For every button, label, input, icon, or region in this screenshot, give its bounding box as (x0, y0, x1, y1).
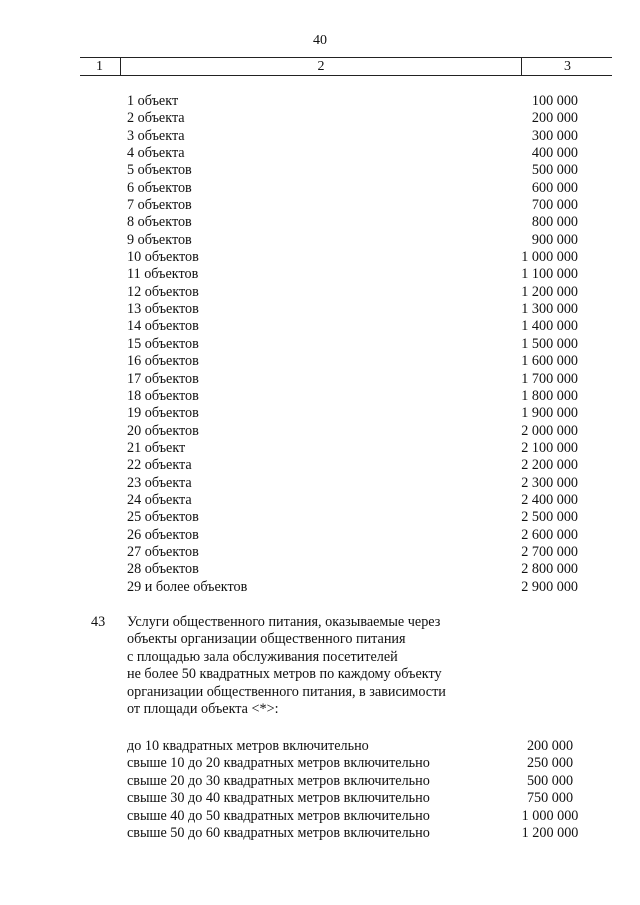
table-row (0, 353, 640, 370)
object-count-amount: 100 000 (531, 93, 578, 109)
table-row (0, 214, 640, 231)
column-header-3: 3 (521, 58, 613, 75)
object-count-amount: 1 600 000 (521, 353, 578, 370)
area-range-amount: 1 000 000 (521, 807, 579, 824)
table-row (0, 371, 640, 388)
object-count-amount: 400 000 (531, 145, 578, 162)
object-count-label: 22 объекта (127, 457, 192, 474)
table-row (0, 232, 640, 249)
object-count-label: 14 объектов (127, 318, 199, 335)
description-line: объекты организации общественного питания (127, 631, 406, 648)
object-count-label: 29 и более объектов (127, 578, 248, 595)
object-count-amount: 800 000 (531, 214, 578, 231)
object-count-amount: 1 000 000 (521, 249, 578, 266)
object-count-label: 5 объектов (127, 162, 192, 179)
object-count-label: 19 объектов (127, 405, 199, 422)
table-row (0, 336, 640, 353)
table-row (0, 249, 640, 266)
area-range-amount: 250 000 (526, 755, 574, 772)
object-count-amount: 2 100 000 (521, 439, 578, 456)
object-count-amount: 1 500 000 (521, 335, 578, 352)
area-range-label: свыше 30 до 40 квадратных метров включительно (127, 790, 430, 807)
area-range-amount: 1 200 000 (521, 824, 579, 841)
object-count-label: 26 объектов (127, 526, 199, 543)
object-count-label: 4 объекта (127, 145, 185, 162)
table-row (0, 197, 640, 214)
object-count-label: 17 объектов (127, 370, 199, 387)
object-count-amount: 2 700 000 (521, 543, 578, 560)
table-row (0, 808, 640, 825)
object-count-amount: 1 400 000 (521, 318, 578, 335)
description-line: с площадью зала обслуживания посетителей (127, 648, 398, 665)
area-range-amount: 200 000 (526, 738, 574, 754)
description-line: организации общественного питания, в зависимости (127, 683, 446, 700)
area-range-label: свыше 40 до 50 квадратных метров включительно (127, 807, 430, 824)
table-row (0, 825, 640, 842)
area-rate-list (0, 738, 640, 842)
object-count-amount: 900 000 (531, 231, 578, 248)
table-row (0, 440, 640, 457)
object-count-label: 25 объектов (127, 509, 199, 526)
object-count-label: 15 объектов (127, 335, 199, 352)
object-count-label: 20 объектов (127, 422, 199, 439)
object-count-label: 21 объект (127, 439, 186, 456)
table-row (0, 773, 640, 790)
object-count-amount: 2 600 000 (521, 526, 578, 543)
table-row (0, 128, 640, 145)
object-count-label: 16 объектов (127, 353, 199, 370)
object-count-label: 6 объектов (127, 179, 192, 196)
column-header-1: 1 (96, 59, 103, 74)
table-row (0, 579, 640, 596)
object-count-amount: 1 900 000 (521, 405, 578, 422)
object-count-label: 18 объектов (127, 387, 199, 404)
table-row (0, 93, 640, 110)
table-row (0, 790, 640, 807)
object-count-amount: 2 000 000 (521, 422, 578, 439)
table-row (0, 492, 640, 509)
page-number: 40 (313, 33, 327, 48)
table-row (0, 475, 640, 492)
table-row (0, 423, 640, 440)
object-count-amount: 700 000 (531, 197, 578, 214)
area-range-amount: 750 000 (526, 790, 574, 807)
object-count-label: 1 объект (127, 93, 179, 109)
table-row (0, 561, 640, 578)
object-count-label: 7 объектов (127, 197, 192, 214)
object-count-amount: 1 100 000 (521, 266, 578, 283)
object-count-amount: 1 800 000 (521, 387, 578, 404)
object-count-label: 27 объектов (127, 543, 199, 560)
object-count-label: 3 объекта (127, 127, 185, 144)
table-row (0, 301, 640, 318)
description-line: от площади объекта <*>: (127, 701, 279, 718)
object-count-amount: 2 500 000 (521, 509, 578, 526)
area-range-label: свыше 10 до 20 квадратных метров включительно (127, 755, 430, 772)
table-row (0, 755, 640, 772)
table-row (0, 145, 640, 162)
table-row (0, 405, 640, 422)
object-count-label: 28 объектов (127, 561, 199, 578)
description-line: Услуги общественного питания, оказываемые через (127, 614, 441, 630)
item-number: 43 (91, 614, 106, 630)
table-row (0, 318, 640, 335)
description-line: не более 50 квадратных метров по каждому объекту (127, 666, 442, 683)
table-row (0, 457, 640, 474)
area-range-label: до 10 квадратных метров включительно (127, 738, 369, 754)
table-row (0, 509, 640, 526)
column-header-2: 2 (120, 58, 521, 75)
item-description (127, 614, 487, 718)
object-count-label: 10 объектов (127, 249, 199, 266)
object-count-amount: 1 300 000 (521, 301, 578, 318)
object-count-label: 23 объекта (127, 474, 192, 491)
object-count-amount: 200 000 (531, 110, 578, 127)
object-count-amount: 1 200 000 (521, 283, 578, 300)
object-count-label: 9 объектов (127, 231, 192, 248)
object-count-label: 12 объектов (127, 283, 199, 300)
area-range-label: свыше 50 до 60 квадратных метров включительно (127, 824, 430, 841)
object-count-label: 8 объектов (127, 214, 192, 231)
table-row (0, 162, 640, 179)
object-count-label: 2 объекта (127, 110, 185, 127)
object-count-label: 13 объектов (127, 301, 199, 318)
table-row (0, 527, 640, 544)
table-row (0, 110, 640, 127)
object-count-amount: 2 300 000 (521, 474, 578, 491)
object-count-amount: 2 200 000 (521, 457, 578, 474)
object-count-amount: 2 400 000 (521, 491, 578, 508)
table-row (0, 266, 640, 283)
area-range-amount: 500 000 (526, 772, 574, 789)
table-row (0, 388, 640, 405)
object-count-label: 11 объектов (127, 266, 199, 283)
object-count-amount: 300 000 (531, 127, 578, 144)
table-row (0, 544, 640, 561)
object-count-amount: 2 800 000 (521, 561, 578, 578)
table-row (0, 284, 640, 301)
object-count-amount: 500 000 (531, 162, 578, 179)
object-count-amount: 1 700 000 (521, 370, 578, 387)
object-count-amount: 2 900 000 (521, 578, 578, 595)
objects-count-list (0, 93, 640, 596)
area-range-label: свыше 20 до 30 квадратных метров включительно (127, 772, 430, 789)
object-count-label: 24 объекта (127, 491, 192, 508)
table-row (0, 180, 640, 197)
object-count-amount: 600 000 (531, 179, 578, 196)
table-row (0, 738, 640, 755)
table-column-header (80, 57, 612, 76)
